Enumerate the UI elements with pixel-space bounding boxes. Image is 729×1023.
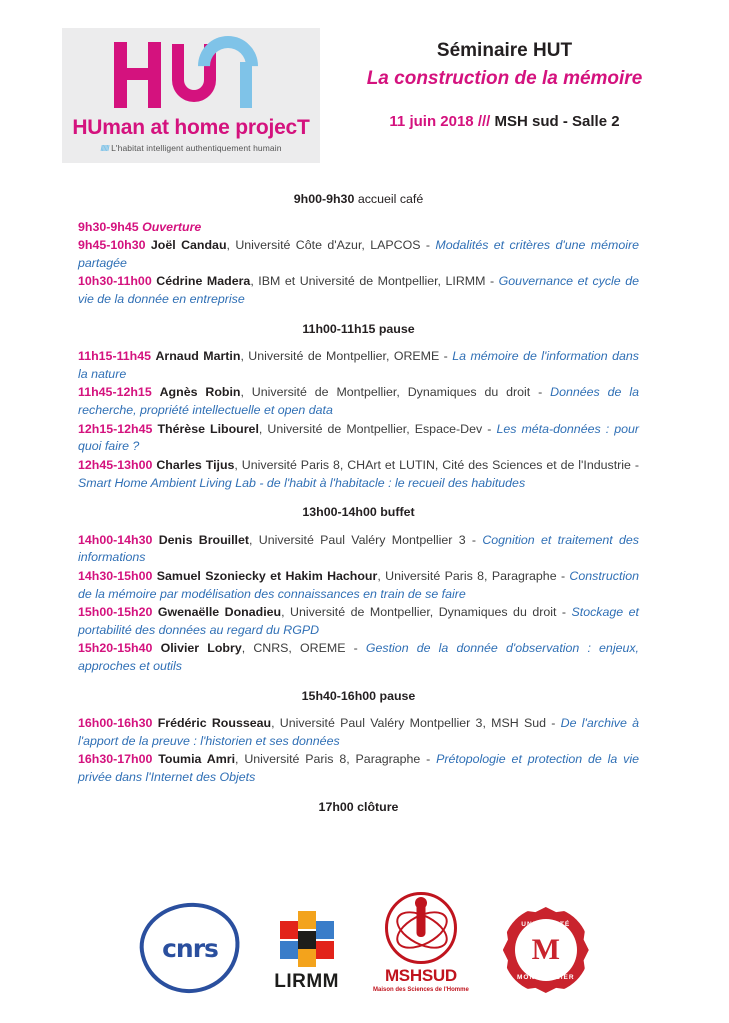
msh-emblem-icon — [385, 892, 457, 964]
cnrs-logo — [140, 903, 240, 993]
hut-logo-tagline — [62, 143, 320, 153]
break-label: pause — [378, 321, 415, 336]
entry-speaker: Denis Brouillet — [158, 532, 250, 547]
entry-speaker: Thérèse Libourel — [157, 421, 259, 436]
entry-time: 9h30-9h45 — [78, 219, 139, 234]
msh-sud-logo — [373, 892, 469, 993]
program-break — [78, 504, 639, 522]
cnrs-oval-icon — [134, 896, 246, 999]
um-top-label: UNIVERSITÉ — [521, 921, 571, 928]
program-entry — [78, 237, 639, 272]
lirmm-logo — [274, 911, 339, 993]
program-entry — [78, 273, 639, 308]
entry-time: 9h45-10h30 — [78, 238, 146, 253]
entry-speaker: Joël Candau — [150, 238, 227, 253]
break-label: pause — [379, 688, 416, 703]
program-entry — [78, 715, 639, 750]
entry-talk: Données de la recherche, propriété intellectuelle et open data — [78, 385, 639, 418]
break-time: 13h00-14h00 — [302, 505, 377, 520]
entry-talk: Prétopologie et protection de la vie privée dans l'Internet des Objets — [78, 752, 639, 785]
program-closing — [78, 799, 639, 817]
hut-logo-title-text: HUman at home projecT — [72, 116, 310, 139]
program-break — [78, 191, 639, 209]
break-time: 9h00-9h30 — [293, 192, 355, 206]
entry-affiliation: , Université de Montpellier, OREME - — [240, 349, 453, 364]
entry-talk: Gouvernance et cycle de vie de la donnée en entreprise — [78, 274, 639, 307]
logo-h-stem2-icon — [148, 42, 161, 108]
event-date: 11 juin 2018 — [389, 113, 474, 131]
entry-speaker: Olivier Lobry — [160, 641, 242, 656]
msh-sublabel: Maison des Sciences de l'Homme — [372, 987, 469, 993]
hut-logo-title — [62, 116, 320, 140]
event-location: MSH sud - Salle 2 — [494, 113, 620, 131]
entry-talk: Smart Home Ambient Living Lab - de l'habit à l'habitacle : le recueil des habitudes — [78, 475, 526, 490]
lirmm-label: LIRMM — [274, 971, 339, 992]
hut-logo-tagline-text: L'habitat intelligent authentiquement humain — [111, 143, 282, 153]
program-entry — [78, 640, 639, 675]
break-label: accueil café — [357, 192, 424, 206]
entry-affiliation: , Université Paul Valéry Montpellier 3 - — [249, 532, 483, 547]
entry-affiliation: , Université de Montpellier, Dynamiques du droit - — [281, 605, 572, 620]
entry-affiliation: , Université Paris 8, CHArt et LUTIN, Cité des Sciences et de l'Industrie - — [234, 457, 639, 472]
program-entry — [78, 421, 639, 456]
msh-label: MSHSUD — [384, 966, 457, 985]
program-entry — [78, 457, 639, 492]
entry-talk: Gestion de la donnée d'observation : enjeux, approches et outils — [78, 641, 639, 674]
entry-affiliation: , Université Paris 8, Paragraphe - — [377, 568, 570, 583]
program-entry — [78, 384, 639, 419]
entry-time: 16h30-17h00 — [78, 752, 153, 767]
entry-speaker: Gwenaëlle Donadieu — [157, 605, 282, 620]
entry-affiliation: , Université Paul Valéry Montpellier 3, MSH Sud - — [271, 716, 561, 731]
program-entry — [78, 219, 639, 237]
entry-talk: De l'archive à l'apport de la preuve : l'historien et ses données — [78, 716, 639, 748]
entry-talk: Construction de la mémoire par modélisation des connaissances en train de se faire — [78, 568, 639, 601]
program-entry — [78, 751, 639, 786]
entry-affiliation: , Université de Montpellier, Dynamiques du droit - — [240, 385, 551, 400]
entry-time: 11h45-12h15 — [78, 385, 152, 400]
program-entry — [78, 604, 639, 639]
entry-affiliation: , CNRS, OREME - — [241, 641, 366, 656]
program-entry — [78, 568, 639, 603]
hut-logo-mark — [62, 34, 320, 114]
entry-time: 15h20-15h40 — [78, 641, 153, 656]
hut-logo — [62, 28, 320, 163]
entry-talk: La mémoire de l'information dans la nature — [78, 349, 639, 381]
logo-arc-stem-icon — [240, 62, 252, 108]
program-list — [0, 163, 729, 816]
closing-time: 17h00 — [318, 799, 354, 814]
date-separator: /// — [477, 113, 491, 131]
um-monogram: M — [531, 933, 560, 966]
entry-affiliation: , Université de Montpellier, Espace-Dev - — [258, 421, 497, 436]
entry-speaker: Arnaud Martin — [155, 349, 241, 364]
header-titles — [320, 28, 689, 130]
entry-time: 11h15-11h45 — [78, 349, 152, 364]
cnrs-label: cnrs — [162, 933, 219, 963]
page-subtitle: La construction de la mémoire — [366, 67, 643, 89]
entry-time: 15h00-15h20 — [78, 605, 153, 620]
entry-speaker: Samuel Szoniecky et Hakim Hachour — [156, 568, 378, 583]
event-date-location — [320, 113, 689, 130]
break-time: 11h00-11h15 — [302, 321, 376, 336]
break-label: buffet — [380, 505, 415, 520]
hut-logo-slashes: ////// — [100, 143, 109, 153]
poster-header — [0, 0, 729, 163]
entry-talk: Stockage et portabilité des données au regard du RGPD — [78, 605, 639, 637]
entry-time: 16h00-16h30 — [78, 716, 153, 731]
entry-affiliation: , Université Paris 8, Paragraphe - — [235, 752, 437, 767]
entry-speaker: Frédéric Rousseau — [157, 716, 272, 731]
um-bottom-label: MONTPELLIER — [516, 974, 575, 981]
entry-speaker: Toumia Amri — [158, 752, 236, 767]
page-title: Séminaire HUT — [436, 40, 573, 61]
footer-logos — [0, 892, 729, 993]
lirmm-cube-icon — [276, 911, 338, 967]
entry-talk: Modalités et critères d'une mémoire partagée — [78, 238, 639, 270]
entry-ouverture: Ouverture — [142, 219, 202, 234]
entry-time: 12h45-13h00 — [78, 457, 153, 472]
entry-time: 10h30-11h00 — [78, 274, 152, 289]
universite-montpellier-logo — [503, 907, 589, 993]
closing-label: clôture — [357, 799, 399, 814]
entry-speaker: Charles Tijus — [156, 457, 235, 472]
entry-speaker: Cédrine Madera — [156, 274, 251, 289]
entry-time: 14h00-14h30 — [78, 532, 153, 547]
entry-affiliation: , IBM et Université de Montpellier, LIRMM - — [250, 274, 499, 289]
entry-talk: Les méta-données : pour quoi faire ? — [78, 421, 639, 454]
program-break — [78, 321, 639, 339]
entry-affiliation: , Université Côte d'Azur, LAPCOS - — [226, 238, 436, 253]
program-break — [78, 688, 639, 706]
program-entry — [78, 348, 639, 383]
entry-speaker: Agnès Robin — [159, 385, 241, 400]
entry-talk: Cognition et traitement des informations — [78, 532, 640, 565]
break-time: 15h40-16h00 — [301, 688, 377, 703]
entry-time: 14h30-15h00 — [78, 568, 153, 583]
entry-time: 12h15-12h45 — [78, 421, 153, 436]
program-entry — [78, 532, 639, 567]
